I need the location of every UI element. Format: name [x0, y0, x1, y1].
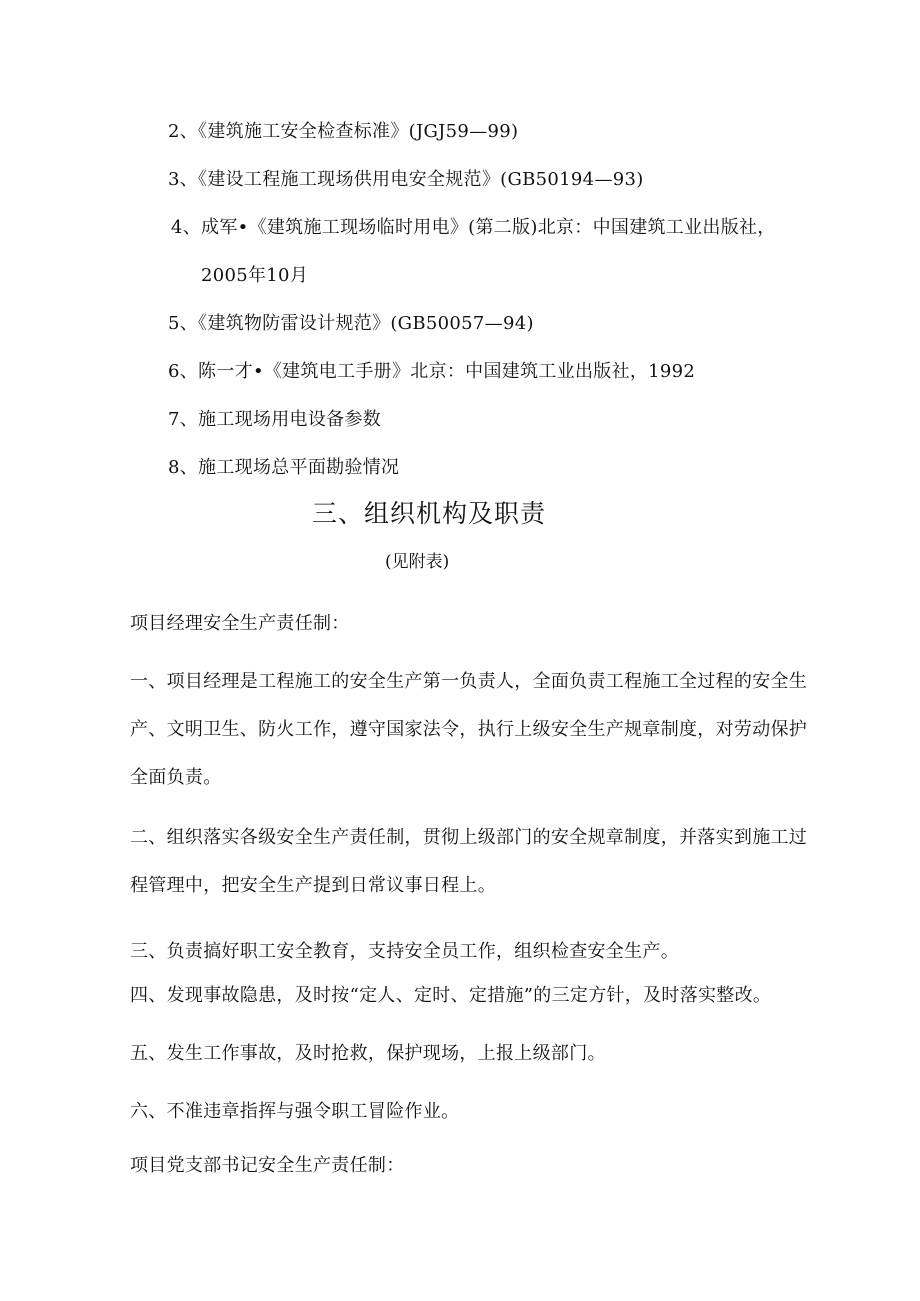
pm-paragraph-6: 六、不准违章指挥与强令职工冒险作业。: [130, 1101, 460, 1122]
reference-item-5: 5、《建筑物防雷设计规范》(GB50057—94): [168, 313, 534, 334]
reference-item-7: 7、施工现场用电设备参数: [168, 409, 382, 430]
reference-item-8: 8、施工现场总平面勘验情况: [168, 457, 400, 478]
pm-paragraph-3: 三、负责搞好职工安全教育，支持安全员工作，组织检查安全生产。: [130, 941, 679, 962]
reference-item-6: 6、陈一才•《建筑电工手册》北京：中国建筑工业出版社，1992: [168, 361, 696, 382]
pm-paragraph-5: 五、发生工作事故，及时抢救，保护现场，上报上级部门。: [130, 1043, 606, 1064]
section-subtitle: (见附表): [385, 552, 450, 572]
pm-paragraph-1-line-3: 全面负责。: [130, 767, 222, 788]
reference-item-4-continued: 2005年10月: [201, 265, 309, 286]
pm-paragraph-4: 四、发现事故隐患，及时按“定人、定时、定措施”的三定方针，及时落实整改。: [130, 985, 772, 1006]
pm-responsibility-heading: 项目经理安全生产责任制：: [130, 613, 350, 634]
pm-paragraph-1-line-2: 产、文明卫生、防火工作，遵守国家法令，执行上级安全生产规章制度，对劳动保护: [130, 719, 808, 740]
party-secretary-heading: 项目党支部书记安全生产责任制：: [130, 1155, 405, 1176]
reference-item-4: 4、成军•《建筑施工现场临时用电》(第二版)北京：中国建筑工业出版社，: [171, 217, 776, 238]
section-title: 三、组织机构及职责: [312, 499, 547, 528]
reference-item-3: 3、《建设工程施工现场供用电安全规范》(GB50194—93): [168, 169, 644, 190]
pm-paragraph-2-line-1: 二、组织落实各级安全生产责任制，贯彻上级部门的安全规章制度，并落实到施工过: [130, 827, 808, 848]
reference-item-2: 2、《建筑施工安全检查标准》(JGJ59—99): [168, 121, 519, 142]
pm-paragraph-2-line-2: 程管理中，把安全生产提到日常议事日程上。: [130, 875, 496, 896]
pm-paragraph-1-line-1: 一、项目经理是工程施工的安全生产第一负责人，全面负责工程施工全过程的安全生: [130, 671, 808, 692]
